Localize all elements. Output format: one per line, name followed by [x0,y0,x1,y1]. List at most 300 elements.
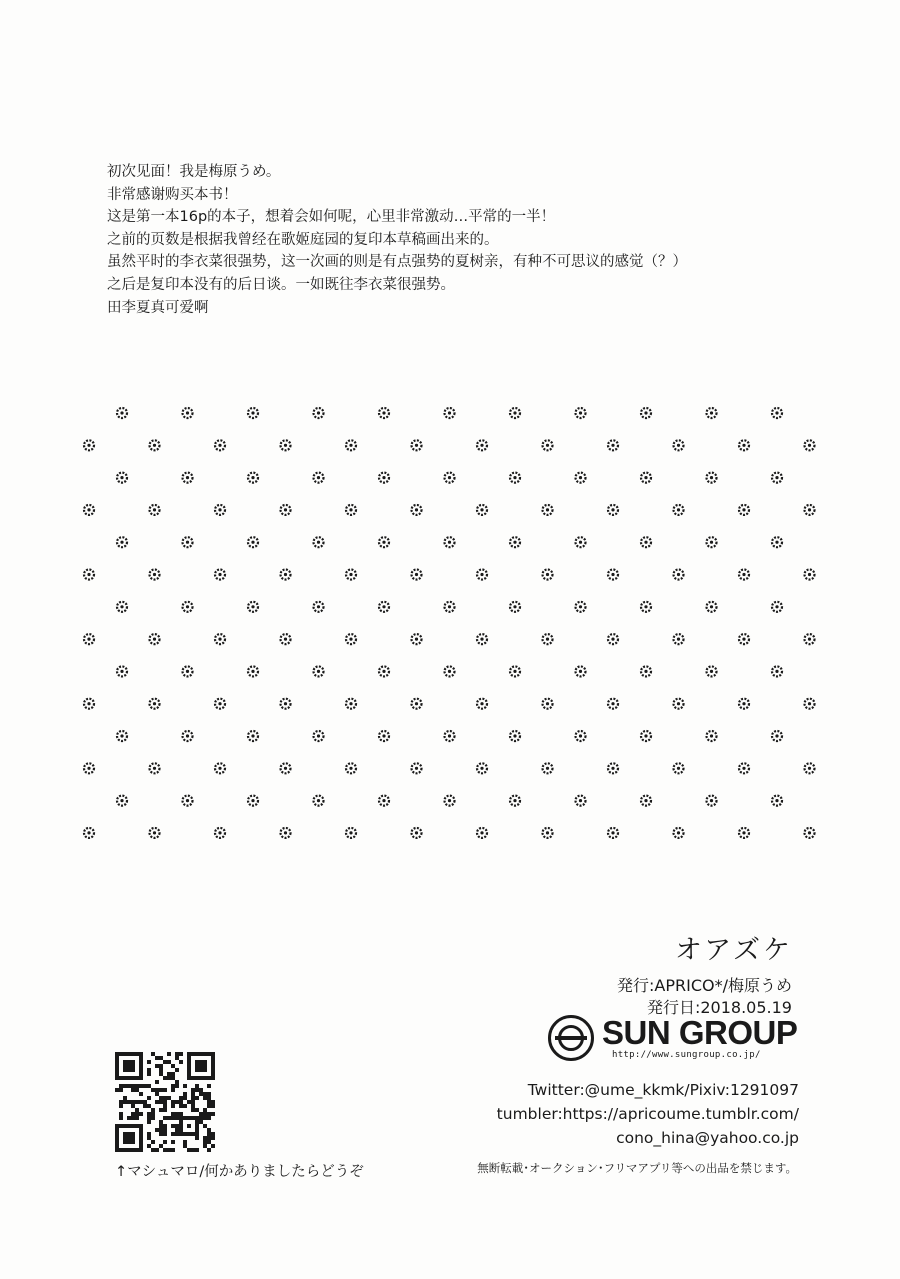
qr-module [167,1060,171,1064]
polka-dot [248,602,258,612]
polka-dot [84,828,94,838]
logo-name: SUN GROUP [602,1014,798,1051]
qr-module [171,1116,175,1120]
polka-dot [805,699,815,709]
polka-dot-core [186,734,189,737]
polka-dot [608,570,618,580]
polka-dot [739,440,749,450]
polka-dot [379,796,389,806]
polka-dot-core [251,799,254,802]
qr-module [147,1120,151,1124]
polka-dot-core [480,444,483,447]
polka-dot-core [448,670,451,673]
polka-dot [510,602,520,612]
polka-dot [641,408,651,418]
polka-dot [117,408,127,418]
polka-dot [707,408,717,418]
polka-dot-core [808,573,811,576]
qr-module [207,1132,211,1136]
qr-code[interactable] [115,1052,215,1152]
polka-dot-core [218,638,221,641]
polka-dot-core [644,476,647,479]
polka-dot [739,699,749,709]
email-address: cono_hina@yahoo.co.jp [616,1129,799,1147]
polka-dot [739,634,749,644]
qr-module [139,1084,143,1088]
polka-dot [445,666,455,676]
polka-dot [215,699,225,709]
polka-dot-core [382,476,385,479]
polka-dot-core [611,444,614,447]
polka-dot [150,440,160,450]
polka-dot-core [251,476,254,479]
polka-dot [117,731,127,741]
polka-dot [510,796,520,806]
polka-dot [805,763,815,773]
qr-module [207,1100,211,1104]
polka-dot-core [513,605,516,608]
note-line: 之后是复印本没有的后日谈。一如既往李衣菜很强势。 [107,276,455,293]
polka-dot-core [448,734,451,737]
polka-dot-core [87,638,90,641]
polka-dot-core [120,734,123,737]
polka-dot [117,473,127,483]
polka-dot [674,505,684,515]
polka-dot [510,473,520,483]
polka-dot [281,828,291,838]
polka-dot [183,602,193,612]
polka-dot [608,763,618,773]
polka-dot [543,634,553,644]
qr-module [163,1088,167,1092]
polka-dot [641,796,651,806]
polka-dot-core [186,476,189,479]
qr-module [163,1076,167,1080]
polka-dot [183,666,193,676]
polka-dot [412,634,422,644]
qr-module [147,1096,151,1100]
qr-module [147,1084,151,1088]
polka-dot [477,505,487,515]
polka-dot [510,666,520,676]
book-title: オアズケ [674,935,793,966]
sun-group-logo [548,1015,800,1065]
polka-dot-core [579,411,582,414]
qr-module [179,1112,183,1116]
polka-dot-core [808,831,811,834]
polka-dot [314,666,324,676]
polka-dot-core [218,831,221,834]
polka-dot [150,828,160,838]
qr-module [131,1116,135,1120]
polka-dot-core [284,573,287,576]
polka-dot-core [513,411,516,414]
polka-dot [510,537,520,547]
qr-module [155,1080,159,1084]
qr-module [155,1100,159,1104]
qr-module [123,1084,127,1088]
polka-dot [608,505,618,515]
polka-dot-core [153,444,156,447]
polka-dot [576,537,586,547]
qr-module [203,1092,207,1096]
polka-dot-core [153,831,156,834]
polka-dot-core [218,573,221,576]
qr-module [119,1084,123,1088]
polka-dot [412,505,422,515]
polka-dot-core [480,638,483,641]
polka-dot-core [677,508,680,511]
polka-dot-core [579,605,582,608]
polka-dot [84,699,94,709]
polka-dot [445,473,455,483]
polka-dot [215,763,225,773]
polka-dot-core [677,831,680,834]
qr-module [171,1148,175,1152]
polka-dot-core [808,702,811,705]
polka-dot [314,731,324,741]
polka-dot [445,408,455,418]
note-line: 非常感谢购买本书！ [107,186,238,203]
polka-dot-core [153,702,156,705]
polka-dot [346,570,356,580]
qr-finder-core [195,1060,207,1072]
polka-dot [281,440,291,450]
polka-dot-core [382,799,385,802]
polka-dot-core [317,799,320,802]
qr-module [135,1084,139,1088]
polka-dot [183,537,193,547]
polka-dot-core [382,734,385,737]
polka-dot [641,731,651,741]
qr-module [203,1136,207,1140]
polka-dot [674,699,684,709]
polka-dot-core [317,670,320,673]
polka-dot [543,763,553,773]
polka-dot-core [415,767,418,770]
polka-dot [805,505,815,515]
qr-module [147,1072,151,1076]
polka-dot-core [513,541,516,544]
publication-info [617,975,792,1019]
polka-dot-core [349,702,352,705]
polka-dot-core [415,508,418,511]
qr-module [119,1088,123,1092]
qr-module [183,1140,187,1144]
polka-dot-core [644,411,647,414]
qr-align-core [187,1124,191,1128]
qr-module [143,1100,147,1104]
qr-module [207,1140,211,1144]
polka-dot [608,440,618,450]
polka-dot [707,731,717,741]
polka-dot [674,570,684,580]
qr-module [159,1132,163,1136]
qr-module [147,1112,151,1116]
qr-module [171,1132,175,1136]
qr-module [167,1148,171,1152]
qr-module [135,1100,139,1104]
qr-module [183,1096,187,1100]
polka-dot-core [382,605,385,608]
qr-module [171,1072,175,1076]
qr-module [175,1116,179,1120]
polka-dot [477,440,487,450]
polka-dot [445,602,455,612]
polka-dot-core [480,767,483,770]
polka-dot [314,796,324,806]
polka-dot-core [644,799,647,802]
qr-module [163,1140,167,1144]
polka-dot-core [677,444,680,447]
qr-module [147,1104,151,1108]
qr-module [203,1140,207,1144]
qr-module [123,1096,127,1100]
qr-module [131,1104,135,1108]
polka-dot-core [284,702,287,705]
qr-module [147,1060,151,1064]
qr-module [175,1132,179,1136]
polka-dot-core [87,767,90,770]
polka-dot [805,828,815,838]
polka-dot-core [546,767,549,770]
polka-dot [150,634,160,644]
polka-dot-core [251,670,254,673]
polka-dot-core [710,734,713,737]
polka-dot [248,796,258,806]
polka-dot [215,440,225,450]
qr-module [119,1112,123,1116]
polka-dot [543,699,553,709]
polka-dot-core [349,638,352,641]
publisher: 発行:APRICO*/梅原うめ [617,976,792,995]
polka-dot-core [742,573,745,576]
qr-module [179,1096,183,1100]
polka-dot [248,537,258,547]
qr-module [159,1144,163,1148]
qr-module [135,1116,139,1120]
qr-module [171,1084,175,1088]
qr-module [195,1136,199,1140]
polka-dot [543,570,553,580]
polka-dot-core [742,638,745,641]
polka-dot [281,634,291,644]
qr-module [175,1080,179,1084]
polka-dot-core [120,799,123,802]
polka-dot-core [349,508,352,511]
qr-module [163,1104,167,1108]
qr-module [207,1148,211,1152]
polka-dot [379,602,389,612]
qr-module [175,1128,179,1132]
polka-dot-core [218,702,221,705]
polka-dot [84,634,94,644]
polka-dot-core [186,799,189,802]
qr-module [211,1144,215,1148]
qr-module [171,1112,175,1116]
qr-module [211,1136,215,1140]
qr-module [175,1068,179,1072]
qr-module [175,1052,179,1056]
polka-dot [576,473,586,483]
qr-module [135,1088,139,1092]
polka-dot [379,473,389,483]
qr-module [167,1116,171,1120]
polka-dot [445,731,455,741]
polka-dot [379,537,389,547]
qr-module [179,1104,183,1108]
polka-dot [772,602,782,612]
qr-module [151,1140,155,1144]
polka-dot [281,505,291,515]
qr-module [123,1100,127,1104]
qr-module [135,1108,139,1112]
polka-dot [346,505,356,515]
polka-dot-core [546,702,549,705]
qr-module [171,1140,175,1144]
qr-module [159,1128,163,1132]
qr-module [163,1096,167,1100]
polka-dot-core [677,573,680,576]
qr-module [159,1100,163,1104]
polka-dot [379,731,389,741]
polka-dot-core [382,541,385,544]
qr-module [115,1088,119,1092]
polka-dot-core [87,702,90,705]
qr-module [171,1076,175,1080]
polka-dot [150,763,160,773]
polka-dot [674,763,684,773]
polka-dot [445,796,455,806]
polka-dot [477,763,487,773]
polka-dot-core [513,670,516,673]
note-line: 这是第一本16p的本子，想着会如何呢，心里非常激动…平常的一半！ [107,209,556,226]
polka-dot [150,505,160,515]
qr-module [147,1116,151,1120]
qr-module [135,1112,139,1116]
qr-module [199,1120,203,1124]
polka-dot-core [87,831,90,834]
polka-dot [510,731,520,741]
qr-module [195,1148,199,1152]
polka-dot [346,440,356,450]
polka-dot-core [87,444,90,447]
polka-dot-core [480,831,483,834]
polka-dot-core [611,573,614,576]
polka-dot [248,473,258,483]
polka-dot [707,473,717,483]
qr-module [159,1108,163,1112]
qr-module [211,1104,215,1108]
polka-dot-core [218,444,221,447]
qr-module [155,1064,159,1068]
polka-dot-core [513,799,516,802]
polka-dot-core [513,734,516,737]
polka-dot [772,731,782,741]
polka-dot [477,634,487,644]
polka-dot-core [611,508,614,511]
qr-module [211,1132,215,1136]
polka-dot-core [317,476,320,479]
polka-dot [281,699,291,709]
qr-finder-core [123,1132,135,1144]
qr-module [159,1088,163,1092]
polka-dot-core [120,541,123,544]
polka-dot-core [448,411,451,414]
polka-dot-core [611,767,614,770]
polka-dot [412,763,422,773]
polka-dot [346,828,356,838]
polka-dot [314,537,324,547]
qr-module [171,1064,175,1068]
polka-dot-core [284,638,287,641]
polka-dot-core [415,573,418,576]
qr-module [195,1108,199,1112]
polka-dot [314,473,324,483]
polka-dot [576,408,586,418]
qr-module [191,1088,195,1092]
polka-dot-core [579,670,582,673]
polka-dot [412,699,422,709]
note-line: 初次见面！我是梅原うめ。 [107,164,281,180]
qr-module [207,1096,211,1100]
polka-dot-core [186,670,189,673]
polka-dot-core [775,411,778,414]
polka-dot [576,731,586,741]
polka-dot-core [284,831,287,834]
qr-module [151,1088,155,1092]
polka-dot-core [644,670,647,673]
polka-dot-core [677,767,680,770]
qr-module [203,1116,207,1120]
polka-dot-core [448,476,451,479]
polka-dot-core [349,831,352,834]
logo-url: http://www.sungroup.co.jp/ [612,1050,761,1060]
qr-module [175,1084,179,1088]
polka-dot-core [415,638,418,641]
qr-module [183,1104,187,1108]
qr-module [199,1116,203,1120]
tumblr-link: tumbler:https://apricoume.tumblr.com/ [496,1105,799,1123]
qr-module [191,1096,195,1100]
sun-group-emblem-icon [548,1015,594,1061]
polka-dot [805,634,815,644]
polka-dot-core [546,831,549,834]
polka-dot [576,796,586,806]
qr-module [187,1148,191,1152]
polka-dot [739,505,749,515]
polka-dot [641,602,651,612]
qr-module [127,1116,131,1120]
polka-dot [674,828,684,838]
polka-dot [281,570,291,580]
polka-dot [707,602,717,612]
qr-module [159,1124,163,1128]
qr-module [159,1068,163,1072]
qr-module [151,1148,155,1152]
polka-dot [379,408,389,418]
polka-dot-core [644,541,647,544]
qr-module [199,1088,203,1092]
polka-dot-core [742,702,745,705]
polka-dot [412,828,422,838]
qr-module [127,1084,131,1088]
note-line: 虽然平时的李衣菜很强势，这一次画的则是有点强势的夏树亲，有种不可思议的感觉（？） [107,254,687,271]
qr-module [163,1148,167,1152]
polka-dot [248,666,258,676]
polka-dot-core [546,573,549,576]
polka-dot-core [448,605,451,608]
